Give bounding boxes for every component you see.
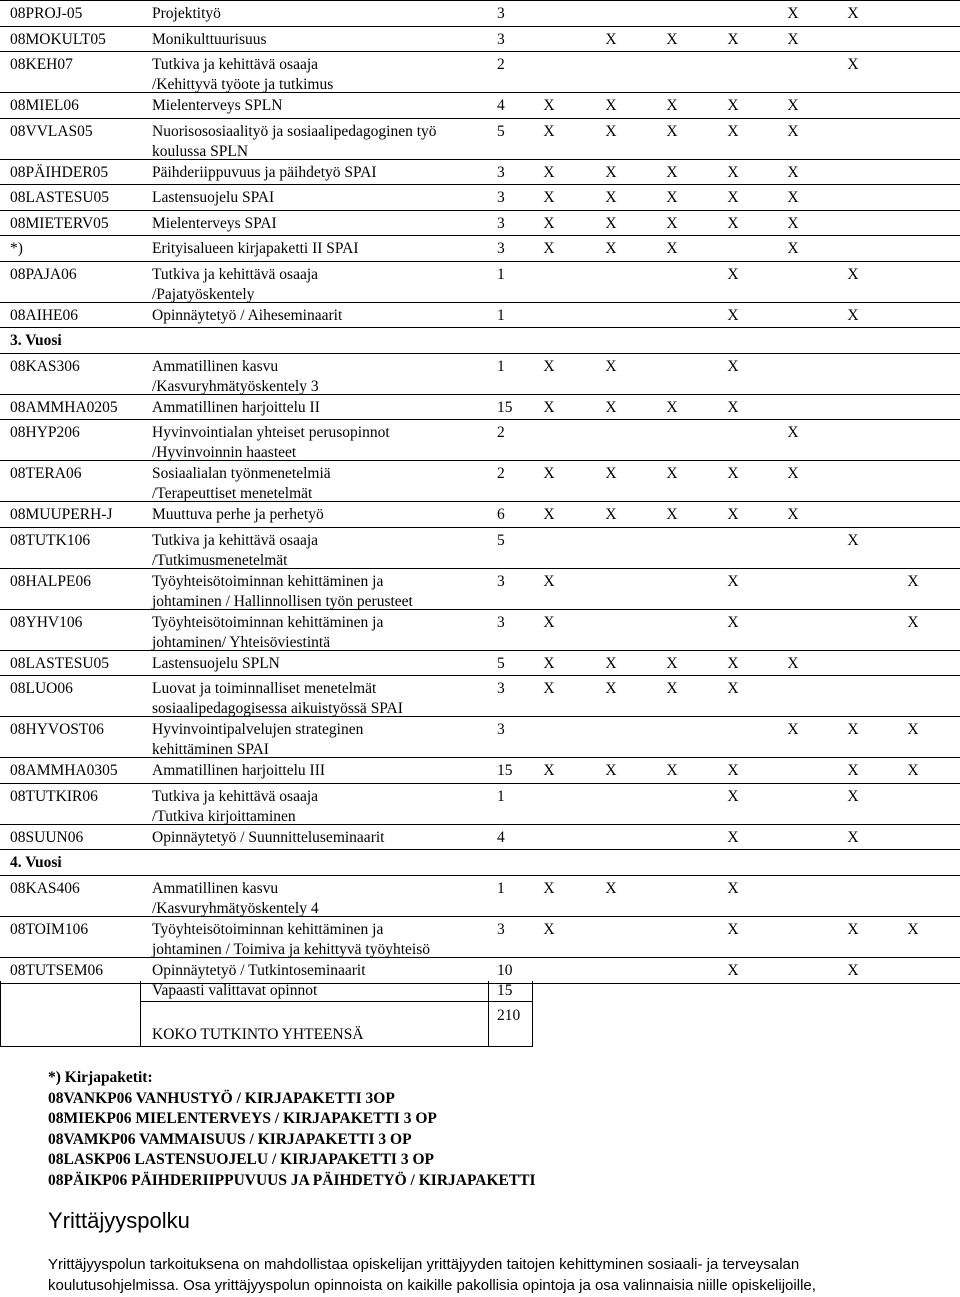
course-code: *) [10, 240, 23, 257]
course-name-line: sosiaalipedagogisessa aikuistyössä SPAI [152, 700, 403, 717]
total-label: KOKO TUTKINTO YHTEENSÄ [152, 1026, 364, 1043]
x-mark: X [727, 189, 739, 206]
x-mark: X [907, 721, 919, 738]
course-credits: 3 [497, 721, 505, 738]
course-credits: 4 [497, 828, 505, 846]
course-row [0, 527, 960, 569]
course-name [152, 239, 358, 259]
x-mark: X [787, 122, 799, 140]
course-name-line: Työyhteisötoiminnan kehittäminen ja [152, 920, 384, 938]
course-credits: 3 [497, 240, 505, 257]
course-code: 08MOKULT05 [10, 30, 106, 48]
course-code: 08VVLAS05 [10, 122, 93, 140]
x-mark: X [605, 240, 617, 257]
x-mark: X [727, 920, 739, 938]
course-row [0, 210, 960, 237]
x-mark: X [543, 613, 555, 631]
course-code: 08TOIM106 [10, 920, 89, 938]
course-code: 08AMMHA0305 [10, 762, 118, 779]
x-mark: X [605, 680, 617, 697]
footnote-line: 08VANKP06 VANHUSTYÖ / KIRJAPAKETTI 3OP [48, 1089, 395, 1107]
course-name [152, 265, 318, 305]
course-code: 08PAJA06 [10, 265, 77, 283]
course-name-line: Hyvinvointipalvelujen strateginen [152, 721, 364, 738]
course-name [152, 306, 342, 326]
x-mark: X [727, 654, 739, 672]
x-mark: X [605, 30, 617, 48]
x-mark: X [787, 214, 799, 232]
x-mark: X [543, 122, 555, 140]
x-mark: X [605, 398, 617, 416]
x-mark: X [727, 163, 739, 181]
course-row [0, 0, 960, 27]
course-name-line: kehittäminen SPAI [152, 741, 269, 758]
course-code: 08AIHE06 [10, 306, 79, 324]
course-name [152, 654, 280, 674]
course-credits: 1 [497, 265, 505, 283]
course-name-line: Projektityö [152, 5, 221, 22]
course-name-line: Ammatillinen harjoittelu II [152, 398, 320, 416]
course-name [152, 920, 430, 960]
x-mark: X [847, 762, 859, 779]
course-name-line: Työyhteisötoiminnan kehittäminen ja [152, 572, 384, 590]
course-credits: 3 [497, 189, 505, 206]
course-code: 08MIEL06 [10, 97, 79, 114]
course-name-line: Työyhteisötoiminnan kehittäminen ja [152, 613, 384, 631]
course-credits: 10 [497, 961, 513, 979]
x-mark: X [907, 613, 919, 631]
free-electives-label: Vapaasti valittavat opinnot [152, 982, 318, 999]
x-mark: X [605, 97, 617, 114]
x-mark: X [787, 5, 799, 22]
x-mark: X [847, 531, 859, 549]
course-name [152, 163, 377, 183]
x-mark: X [543, 214, 555, 232]
x-mark: X [787, 654, 799, 672]
course-name [152, 423, 390, 463]
x-mark: X [847, 265, 859, 283]
x-mark: X [543, 97, 555, 114]
course-row [0, 957, 960, 985]
course-credits: 6 [497, 506, 505, 523]
course-row [0, 783, 960, 825]
x-mark: X [605, 762, 617, 779]
section-title: 3. Vuosi [10, 332, 62, 349]
x-mark: X [727, 214, 739, 232]
x-mark: X [666, 680, 678, 697]
course-row [0, 716, 960, 758]
course-code: 08TUTKIR06 [10, 787, 98, 805]
x-mark: X [727, 613, 739, 631]
course-code: 08PROJ-05 [10, 5, 83, 22]
x-mark: X [787, 189, 799, 206]
footnote-line: 08LASKP06 LASTENSUOJELU / KIRJAPAKETTI 3 OP [48, 1151, 434, 1168]
x-mark: X [907, 572, 919, 590]
x-mark: X [666, 654, 678, 672]
x-mark: X [727, 828, 739, 846]
course-name [152, 613, 383, 653]
course-name [152, 761, 325, 781]
course-name-line: Monikulttuurisuus [152, 30, 267, 48]
course-name [152, 505, 324, 525]
course-name [152, 96, 282, 116]
x-mark: X [543, 357, 555, 375]
course-credits: 4 [497, 97, 505, 114]
course-name-line: /Terapeuttiset menetelmät [152, 485, 313, 502]
course-code: 08YHV106 [10, 613, 83, 631]
course-name-line: Ammatillinen harjoittelu III [152, 762, 326, 779]
course-name-line: johtaminen/ Yhteisöviestintä [152, 633, 331, 651]
x-mark: X [666, 465, 678, 482]
course-code: 08HALPE06 [10, 572, 91, 590]
course-name-line: /Kasvuryhmätyöskentely 3 [152, 377, 319, 395]
course-code: 08AMMHA0205 [10, 398, 118, 416]
course-row [0, 875, 960, 917]
x-mark: X [847, 787, 859, 805]
course-code: 08LASTESU05 [10, 189, 110, 206]
x-mark: X [727, 572, 739, 590]
course-name [152, 398, 320, 418]
course-name-line: Sosiaalialan työnmenetelmiä [152, 465, 331, 482]
x-mark: X [543, 506, 555, 523]
x-mark: X [605, 214, 617, 232]
x-mark: X [543, 762, 555, 779]
entrepreneurship-path-heading: Yrittäjyyspolku [48, 1208, 190, 1233]
course-name-line: Mielenterveys SPAI [152, 214, 277, 232]
course-credits: 1 [497, 787, 505, 805]
course-name-line: /Kehittyvä työote ja tutkimus [152, 76, 334, 93]
book-packages-footnote [48, 1068, 536, 1191]
x-mark: X [907, 920, 919, 938]
x-mark: X [847, 5, 859, 22]
course-row [0, 353, 960, 395]
course-code: 08TUTK106 [10, 531, 91, 549]
x-mark: X [666, 214, 678, 232]
free-electives-credits: 15 [497, 982, 513, 999]
course-name-line: Hyvinvointialan yhteiset perusopinnot [152, 424, 390, 441]
course-row [0, 26, 960, 53]
course-name [152, 4, 221, 24]
course-name-line: Mielenterveys SPLN [152, 97, 283, 114]
x-mark: X [543, 240, 555, 257]
course-row [0, 51, 960, 93]
paragraph-line: Yrittäjyyspolun tarkoituksena on mahdollistaa opiskelijan yrittäjyyden taitojen kehittyminen sosiaali- ja terveysalan [48, 1256, 800, 1273]
course-row [0, 184, 960, 211]
x-mark: X [543, 398, 555, 416]
x-mark: X [666, 240, 678, 257]
x-mark: X [787, 163, 799, 181]
x-mark: X [727, 506, 739, 523]
course-code: 08TUTSEM06 [10, 961, 103, 979]
course-name [152, 188, 274, 208]
course-code: 08PÄIHDER05 [10, 163, 109, 181]
course-credits: 2 [497, 465, 505, 482]
footnote-line: 08VAMKP06 VAMMAISUUS / KIRJAPAKETTI 3 OP [48, 1130, 412, 1148]
course-credits: 3 [497, 680, 505, 697]
x-mark: X [727, 30, 739, 48]
footnote-line: 08PÄIKP06 PÄIHDERIIPPUVUUS JA PÄIHDETYÖ / KIRJAPAKETTI [48, 1171, 536, 1189]
course-name [152, 572, 413, 612]
x-mark: X [727, 306, 739, 324]
course-row [0, 159, 960, 186]
x-mark: X [847, 306, 859, 324]
course-credits: 3 [497, 613, 505, 631]
x-mark: X [727, 398, 739, 416]
course-row [0, 460, 960, 502]
x-mark: X [605, 654, 617, 672]
course-row [0, 118, 960, 160]
course-name-line: Opinnäytetyö / Suunnitteluseminaarit [152, 828, 385, 846]
course-name-line: Tutkiva ja kehittävä osaaja [152, 56, 319, 73]
x-mark: X [787, 506, 799, 523]
course-name-line: Tutkiva ja kehittävä osaaja [152, 265, 319, 283]
course-name-line: Muuttuva perhe ja perhetyö [152, 506, 324, 523]
x-mark: X [543, 163, 555, 181]
course-credits: 1 [497, 357, 505, 375]
course-row [0, 675, 960, 717]
x-mark: X [666, 398, 678, 416]
course-credits: 3 [497, 163, 505, 181]
course-credits: 5 [497, 122, 505, 140]
x-mark: X [727, 97, 739, 114]
course-row [0, 92, 960, 119]
course-row [0, 261, 960, 303]
course-name [152, 828, 384, 848]
course-code: 08MIETERV05 [10, 214, 109, 232]
course-name-line: Ammatillinen kasvu [152, 357, 279, 375]
x-mark: X [543, 879, 555, 897]
course-name-line: /Tutkiva kirjoittaminen [152, 807, 296, 825]
course-name-line: Tutkiva ja kehittävä osaaja [152, 787, 319, 805]
course-name [152, 122, 437, 162]
course-row [0, 302, 960, 329]
x-mark: X [666, 506, 678, 523]
x-mark: X [543, 189, 555, 206]
section-title: 4. Vuosi [10, 854, 62, 871]
course-row [0, 824, 960, 851]
course-name-line: Päihderiippuvuus ja päihdetyö SPAI [152, 163, 377, 181]
course-name-line: Lastensuojelu SPAI [152, 189, 275, 206]
course-name-line: koulussa SPLN [152, 142, 249, 160]
course-row [0, 419, 960, 461]
course-credits: 1 [497, 879, 505, 897]
course-code: 08KEH07 [10, 56, 73, 73]
course-name-line: Erityisalueen kirjapaketti II SPAI [152, 240, 359, 257]
footnote-line: 08MIEKP06 MIELENTERVEYS / KIRJAPAKETTI 3 OP [48, 1110, 437, 1127]
course-code: 08LASTESU05 [10, 654, 110, 672]
x-mark: X [666, 163, 678, 181]
course-name-line: /Hyvinvoinnin haasteet [152, 444, 297, 461]
course-name-line: Lastensuojelu SPLN [152, 654, 280, 672]
x-mark: X [787, 465, 799, 482]
course-credits: 3 [497, 920, 505, 938]
course-row [0, 757, 960, 784]
course-name [152, 679, 403, 719]
x-mark: X [727, 357, 739, 375]
course-name-line: Tutkiva ja kehittävä osaaja [152, 531, 319, 549]
x-mark: X [666, 97, 678, 114]
course-credits: 5 [497, 531, 505, 549]
x-mark: X [727, 787, 739, 805]
course-name [152, 787, 318, 827]
x-mark: X [907, 762, 919, 779]
course-credits: 5 [497, 654, 505, 672]
course-name [152, 30, 267, 50]
course-credits: 1 [497, 306, 505, 324]
course-credits: 2 [497, 56, 505, 73]
x-mark: X [666, 189, 678, 206]
x-mark: X [787, 97, 799, 114]
course-credits: 15 [497, 398, 513, 416]
course-name-line: Opinnäytetyö / Aiheseminaarit [152, 306, 343, 324]
course-name [152, 55, 333, 95]
x-mark: X [727, 762, 739, 779]
x-mark: X [787, 30, 799, 48]
paragraph-line: koulutusohjelmissa. Osa yrittäjyyspolun opinnoista on kaikille pakollisia opintoja ja osa valinnaisia niille opiskelijoille, [48, 1277, 816, 1294]
x-mark: X [543, 920, 555, 938]
x-mark: X [787, 721, 799, 738]
course-name-line: johtaminen / Toimiva ja kehittyvä työyhteisö [152, 940, 431, 958]
course-code: 08SUUN06 [10, 828, 84, 846]
x-mark: X [787, 424, 799, 441]
x-mark: X [666, 122, 678, 140]
x-mark: X [847, 721, 859, 738]
x-mark: X [605, 163, 617, 181]
course-code: 08HYVOST06 [10, 721, 104, 738]
course-name [152, 961, 366, 981]
course-name [152, 214, 277, 234]
course-name [152, 531, 318, 571]
footnote-title: *) Kirjapaketit: [48, 1069, 153, 1086]
entrepreneurship-path-paragraph [48, 1254, 948, 1296]
x-mark: X [543, 572, 555, 590]
x-mark: X [605, 465, 617, 482]
course-name [152, 720, 363, 760]
course-code: 08KAS306 [10, 357, 80, 375]
course-credits: 3 [497, 572, 505, 590]
x-mark: X [727, 122, 739, 140]
course-name-line: johtaminen / Hallinnollisen työn perusteet [152, 592, 413, 610]
x-mark: X [727, 680, 739, 697]
x-mark: X [727, 961, 739, 979]
year-section-header [0, 327, 960, 354]
course-name-line: /Kasvuryhmätyöskentely 4 [152, 899, 319, 917]
course-name [152, 464, 331, 504]
course-code: 08MUUPERH-J [10, 506, 113, 523]
x-mark: X [847, 828, 859, 846]
x-mark: X [605, 122, 617, 140]
x-mark: X [666, 762, 678, 779]
year-section-header [0, 849, 960, 876]
x-mark: X [605, 879, 617, 897]
x-mark: X [787, 240, 799, 257]
course-name-line: Opinnäytetyö / Tutkintoseminaarit [152, 961, 366, 979]
x-mark: X [727, 879, 739, 897]
x-mark: X [666, 30, 678, 48]
course-credits: 3 [497, 30, 505, 48]
course-name-line: Luovat ja toiminnalliset menetelmät [152, 680, 377, 697]
x-mark: X [543, 680, 555, 697]
course-name-line: /Tutkimusmenetelmät [152, 551, 288, 569]
total-credits: 210 [497, 1007, 521, 1024]
course-credits: 2 [497, 424, 505, 441]
course-row [0, 501, 960, 528]
x-mark: X [605, 357, 617, 375]
course-code: 08LUO06 [10, 680, 73, 697]
course-row [0, 916, 960, 958]
x-mark: X [847, 56, 859, 73]
x-mark: X [847, 961, 859, 979]
course-code: 08KAS406 [10, 879, 80, 897]
course-row [0, 609, 960, 651]
summary-box [0, 981, 533, 1047]
x-mark: X [543, 465, 555, 482]
course-row [0, 235, 960, 262]
x-mark: X [727, 265, 739, 283]
course-name [152, 879, 319, 919]
course-name-line: Nuorisososiaalityö ja sosiaalipedagoginen työ [152, 122, 437, 140]
course-code: 08TERA06 [10, 465, 82, 482]
x-mark: X [727, 465, 739, 482]
x-mark: X [605, 189, 617, 206]
x-mark: X [543, 654, 555, 672]
x-mark: X [605, 506, 617, 523]
course-row [0, 568, 960, 610]
course-credits: 15 [497, 762, 513, 779]
course-name [152, 357, 319, 397]
course-name-line: /Pajatyöskentely [152, 285, 255, 303]
x-mark: X [847, 920, 859, 938]
course-credits: 3 [497, 5, 505, 22]
course-code: 08HYP206 [10, 424, 80, 441]
course-credits: 3 [497, 214, 505, 232]
course-row [0, 394, 960, 421]
course-row [0, 650, 960, 677]
course-name-line: Ammatillinen kasvu [152, 879, 279, 897]
